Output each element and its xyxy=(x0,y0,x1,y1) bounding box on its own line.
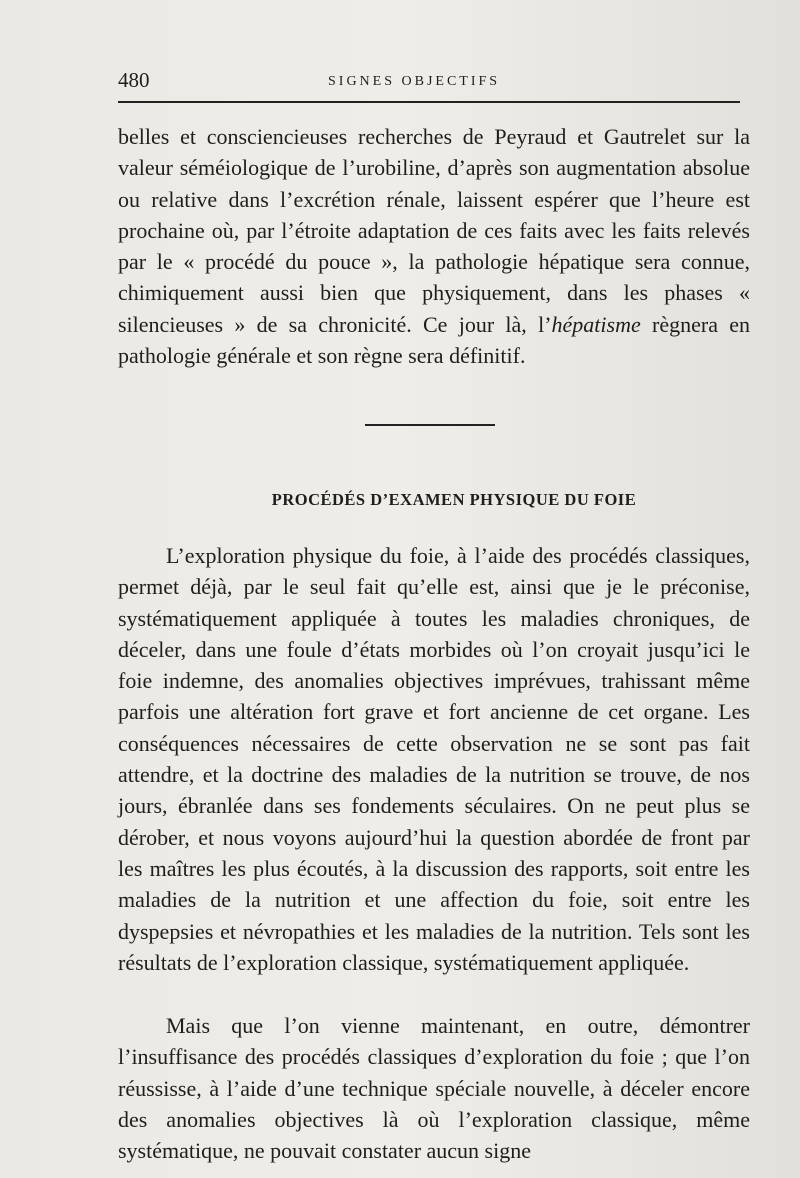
section-paragraph-2 xyxy=(118,1010,750,1166)
paragraph-text: L’exploration physique du foie, à l’aide des procédés classiques, permet déjà, par le seul fait qu’elle est, ainsi que je le préconise, systématiquement appliquée à toutes les maladies chroniques, de déceler, dans une foule d’états morbides où l’on croyait jusqu’ici le foie indemne, des anomalies objectives imprévues, trahissant même parfois une altération fort grave et fort ancienne de cet organe. Les conséquences nécessaires de cette observation ne se sont pas fait attendre, et la doctrine des maladies de la nutrition se trouve, de nos jours, ébranlée dans ses fondements séculaires. On ne peut plus se dérober, et nous voyons aujourd’hui la question abordée de front par les maîtres les plus écoutés, à la discussion des rapports, soit entre les maladies de la nutrition et une affection du foie, soit entre les dyspepsies et névropathies et les maladies de la nutrition. Tels sont les résultats de l’exploration classique, systématiquement appliquée. xyxy=(118,543,750,975)
section-paragraph-1 xyxy=(118,540,750,978)
section-divider xyxy=(365,424,495,426)
section-heading: PROCÉDÉS D’EXAMEN PHYSIQUE DU FOIE xyxy=(271,490,637,509)
intro-text-end: règnera en pathologie générale et son règne sera définitif. xyxy=(118,311,750,369)
header-rule xyxy=(118,101,740,103)
paragraph-text: Mais que l’on vienne maintenant, en outre, démontrer l’insuffisance des procédés classiques d’exploration du foie ; que l’on réussisse, à l’aide d’une technique spéciale nouvelle, à déceler encore des anomalies objectives là où l’exploration classique, même systématique, ne pouvait constater aucun signe xyxy=(118,1013,750,1164)
intro-emphasis: hépatisme xyxy=(551,311,641,337)
page-header xyxy=(118,68,740,98)
page-number: 480 xyxy=(118,68,150,92)
running-title: SIGNES OBJECTIFS xyxy=(328,74,501,89)
intro-paragraph xyxy=(118,121,750,371)
intro-text-start: belles et consciencieuses recherches de Peyraud et Gautrelet sur la valeur séméiologique de l’urobiline, d’après son augmentation absolue ou relative dans l’excrétion rénale, laissent espérer que l’heure est prochaine où, par l’étroite adaptation de ces faits avec les faits relevés par le « procédé du pouce », la pathologie hépatique sera connue, chimiquement aussi bien que physiquement, dans les phases « silencieuses » de sa chronicité. Ce jour là, l’ xyxy=(118,124,750,337)
